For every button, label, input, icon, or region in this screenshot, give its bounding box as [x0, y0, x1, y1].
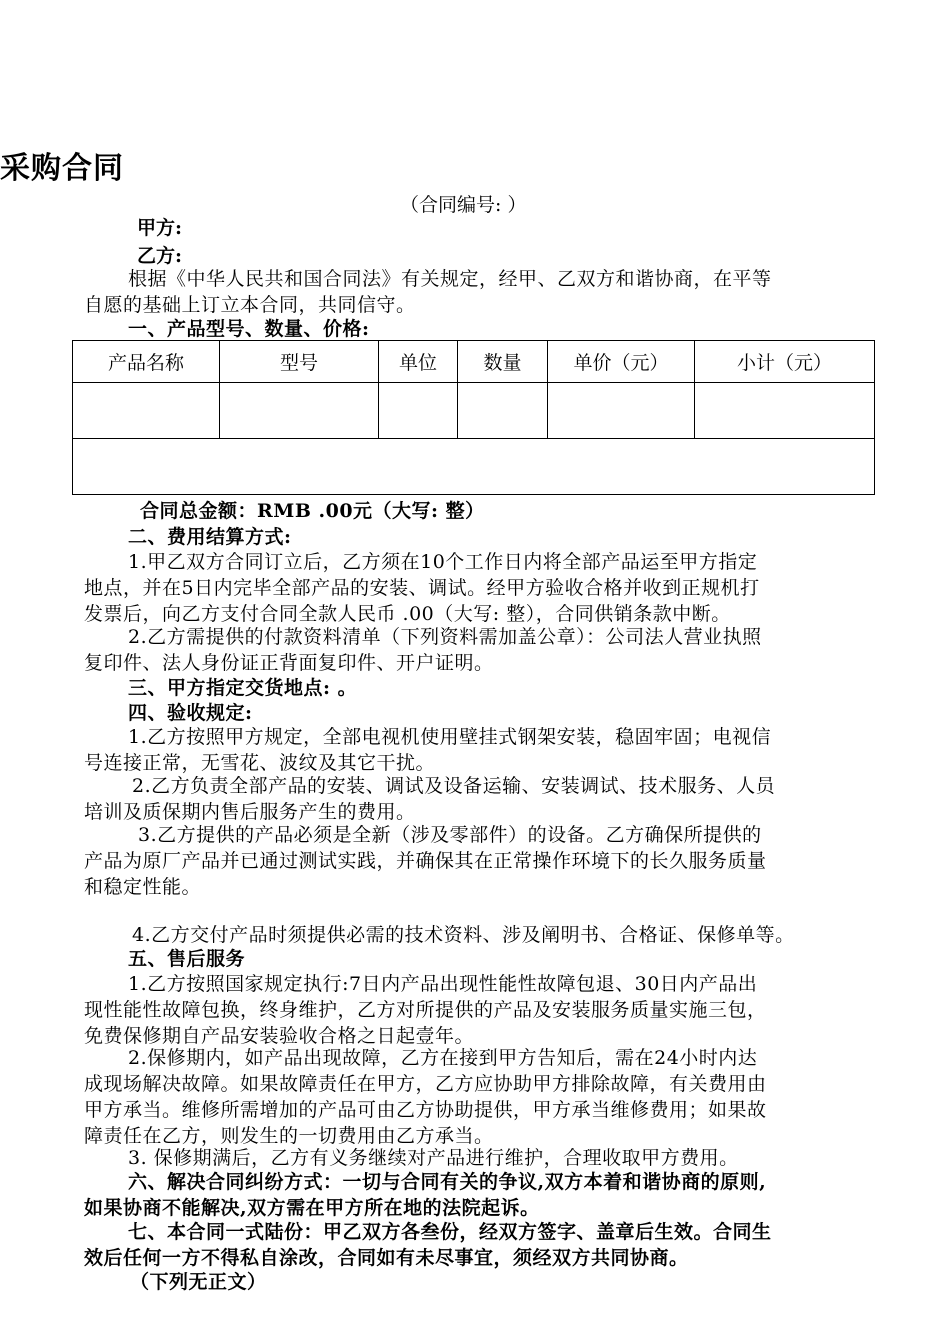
- section-1-heading: 一、产品型号、数量、价格:: [128, 318, 370, 340]
- section-6: 六、解决合同纠纷方式：一切与合同有关的争议,双方本着和谐协商的原则, 如果协商不能解决,双方需在甲方所在地的法院起诉。: [84, 1171, 767, 1219]
- ending-note: （下列无正文）: [130, 1271, 267, 1293]
- contract-number: （合同编号: ）: [400, 194, 527, 216]
- section-4-heading: 四、验收规定:: [128, 702, 253, 724]
- section-4-item-1: 1.乙方按照甲方规定，全部电视机使用壁挂式钢架安装，稳固牢固；电视信 号连接正常，无雪花、波纹及其它干扰。: [84, 726, 772, 774]
- table-cell: [695, 383, 875, 439]
- section-2-item-2: 2.乙方需提供的付款资料清单（下列资料需加盖公章）：公司法人营业执照 复印件、法人身份证正背面复印件、开户证明。: [84, 626, 762, 674]
- intro-paragraph: [84, 266, 884, 318]
- section-4-item-2: 2.乙方负责全部产品的安装、调试及设备运输、安装调试、技术服务、人员 培训及质保期内售后服务产生的费用。: [84, 775, 776, 823]
- section-5-heading: 五、售后服务: [128, 948, 246, 970]
- product-table: [72, 340, 875, 495]
- section-5-item-1: 1.乙方按照国家规定执行:7日内产品出现性能性故障包退、30日内产品出 现性能性故障包换，终身维护，乙方对所提供的产品及安装服务质量实施三包， 免费保修期自产品安装验收合格之日起壹年。: [84, 973, 767, 1047]
- intro-line-2: 自愿的基础上订立本合同，共同信守。: [84, 294, 416, 316]
- header-unit: 单位: [379, 341, 458, 383]
- party-a: 甲方:: [137, 217, 183, 239]
- section-4-item-4: 4.乙方交付产品时须提供必需的技术资料、涉及阐明书、合格证、保修单等。: [132, 924, 795, 946]
- section-2-item-1: 1.甲乙双方合同订立后，乙方须在10个工作日内将全部产品运至甲方指定 地点，并在5日内完毕全部产品的安装、调试。经甲方验收合格并收到正规机打 发票后，向乙方支付合同全款人民币 .00（大写: 整），合同供销条款中断。: [84, 551, 760, 625]
- document-title: 采购合同: [0, 151, 124, 186]
- header-product-name: 产品名称: [73, 341, 220, 383]
- total-amount: 合同总金额：RMB .00元（大写: 整）: [140, 500, 485, 522]
- section-5-item-2: 2.保修期内，如产品出现故障，乙方在接到甲方告知后，需在24小时内达 成现场解决故障。如果故障责任在甲方，乙方应协助甲方排除故障，有关费用由 甲方承当。维修所需增加的产品可由乙方协助提供，甲方承当维修费用；如果故 障责任在乙方，则发生的一切费用由乙方承当。: [84, 1047, 767, 1147]
- section-4-item-3: 3.乙方提供的产品必须是全新（涉及零部件）的设备。乙方确保所提供的 产品为原厂产品并已通过测试实践，并确保其在正常操作环境下的长久服务质量 和稳定性能。: [84, 824, 767, 898]
- header-subtotal: 小计（元）: [695, 341, 875, 383]
- table-cell-merged: [73, 439, 875, 495]
- table-cell: [548, 383, 695, 439]
- header-unit-price: 单价（元）: [548, 341, 695, 383]
- section-2-heading: 二、费用结算方式:: [128, 526, 292, 548]
- table-cell: [379, 383, 458, 439]
- table-cell: [220, 383, 379, 439]
- header-model: 型号: [220, 341, 379, 383]
- party-b: 乙方:: [137, 245, 183, 267]
- table-header-row: [73, 341, 875, 383]
- section-7: 七、本合同一式陆份：甲乙双方各叁份，经双方签字、盖章后生效。合同生 效后任何一方不得私自涂改，合同如有未尽事宜，须经双方共同协商。: [84, 1221, 772, 1269]
- section-5-item-3: 3. 保修期满后，乙方有义务继续对产品进行维护，合理收取甲方费用。: [128, 1147, 739, 1169]
- table-cell: [458, 383, 548, 439]
- section-3-heading: 三、甲方指定交货地点: 。: [128, 677, 358, 699]
- header-quantity: 数量: [458, 341, 548, 383]
- intro-line-1: 根据《中华人民共和国合同法》有关规定，经甲、乙双方和谐协商，在平等: [128, 268, 772, 290]
- table-row: [73, 383, 875, 439]
- table-cell: [73, 383, 220, 439]
- table-row-merged: [73, 439, 875, 495]
